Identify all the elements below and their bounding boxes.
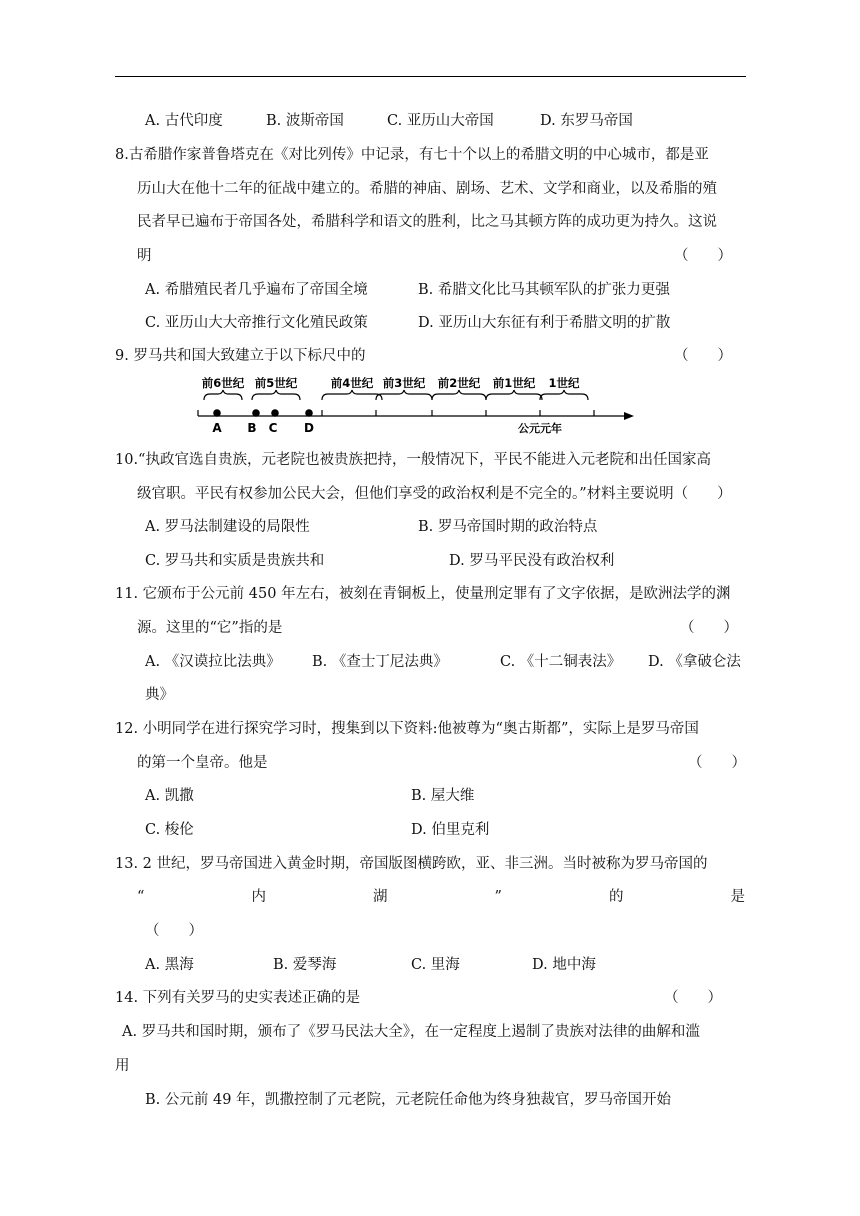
q14-option-b[interactable]: B. 公元前 49 年，凯撒控制了元老院，元老院任命他为终身独裁官，罗马帝国开始: [145, 1092, 672, 1108]
q13-stem-line-1: 13. 2 世纪，罗马帝国进入黄金时期，帝国版图横跨欧，亚、非三洲。当时被称为罗马帝国的: [115, 856, 708, 872]
century-label: 前4世纪: [330, 376, 374, 390]
q8-stem-line-2: 历山大在他十二年的征战中建立的。希腊的神庙、剧场、艺术、文学和商业，以及希脂的殖: [137, 181, 717, 197]
q13-word: 湖: [372, 889, 388, 905]
timeline-point-c: [271, 409, 279, 417]
q7-option-b[interactable]: B. 波斯帝国: [266, 113, 344, 129]
header-rule: [115, 76, 746, 77]
q10-option-b[interactable]: B. 罗马帝国时期的政治特点: [418, 519, 598, 535]
q14-option-a-line-1[interactable]: A. 罗马共和国时期，颁布了《罗马民法大全》，在一定程度上遏制了贵族对法律的曲解和滥: [122, 1024, 700, 1040]
q9-stem: 9. 罗马共和国大致建立于以下标尺中的: [115, 348, 366, 364]
q11-stem-line-1: 11. 它颁布于公元前 450 年左右，被刻在青铜板上，使量刑定罪有了文字依据，是欧洲法学的渊: [115, 586, 731, 602]
q13-word: 是: [730, 889, 745, 905]
q11-option-d-wrap: 典》: [145, 687, 174, 703]
q11-option-b[interactable]: B. 《查士丁尼法典》: [312, 654, 448, 670]
timeline-point-d: [305, 409, 313, 417]
q8-option-d[interactable]: D. 亚历山大东征有利于希腊文明的扩散: [418, 315, 671, 331]
q10-stem-line-1: 10.“执政官选自贵族，元老院也被贵族把持，一般情况下，平民不能进入元老院和出任国家高: [115, 452, 711, 468]
arrow-icon: [624, 412, 634, 420]
q12-option-b[interactable]: B. 屋大维: [411, 788, 475, 804]
century-label: 前5世纪: [254, 376, 298, 390]
q7-option-d[interactable]: D. 东罗马帝国: [540, 113, 633, 129]
timeline-point-a: [213, 409, 221, 417]
q13-option-a[interactable]: A. 黑海: [145, 957, 194, 973]
century-braces: [204, 390, 588, 400]
q9-answer-blank: （ ）: [674, 348, 732, 364]
timeline-point-b: [252, 409, 260, 417]
q11-option-a[interactable]: A. 《汉谟拉比法典》: [145, 654, 281, 670]
q13-option-d[interactable]: D. 地中海: [532, 957, 596, 973]
timeline-figure: [190, 370, 640, 436]
century-label: 1世纪: [548, 376, 580, 390]
q13-word: ”: [494, 889, 502, 905]
q12-answer-blank: （ ）: [688, 755, 746, 771]
q11-option-d[interactable]: D. 《拿破仑法: [648, 654, 741, 670]
q14-option-a-line-2[interactable]: 用: [115, 1058, 130, 1074]
q8-stem-line-4: 明: [137, 248, 152, 264]
q13-word: 的: [608, 889, 624, 905]
q8-option-b[interactable]: B. 希腊文化比马其顿军队的扩张力更强: [418, 282, 670, 298]
q7-option-c[interactable]: C. 亚历山大帝国: [387, 113, 494, 129]
q12-option-a[interactable]: A. 凯撒: [145, 788, 194, 804]
q8-stem-line-3: 民者早已遍布于帝国各处，希腊科学和语文的胜利，比之马其顿方阵的成功更为持久。这说: [137, 214, 717, 230]
point-label: A: [212, 421, 222, 435]
q10-option-d[interactable]: D. 罗马平民没有政治权利: [449, 553, 615, 569]
point-label: C: [268, 421, 278, 435]
century-label: 前6世纪: [201, 376, 245, 390]
q14-answer-blank: （ ）: [664, 990, 722, 1006]
q11-answer-blank: （ ）: [680, 620, 738, 636]
q11-option-c[interactable]: C. 《十二铜表法》: [500, 654, 622, 670]
point-label: B: [247, 421, 257, 435]
q13-stem-line-2: [137, 887, 745, 907]
q13-word: 内: [251, 889, 266, 905]
century-label: 前2世纪: [437, 376, 481, 390]
q8-option-a[interactable]: A. 希腊殖民者几乎遍布了帝国全境: [145, 282, 368, 298]
century-label: 前3世纪: [382, 376, 426, 390]
q10-stem-line-2: 级官职。平民有权参加公民大会，但他们享受的政治权利是不完全的。”材料主要说明（ ）: [137, 486, 732, 502]
q13-answer-blank: （ ）: [145, 923, 203, 939]
q8-stem-line-1: 8.古希腊作家普鲁塔克在《对比列传》中记录，有七十个以上的希腊文明的中心城市，都是亚: [115, 147, 709, 163]
q13-option-b[interactable]: B. 爱琴海: [273, 957, 337, 973]
q8-answer-blank: （ ）: [674, 248, 732, 264]
q12-option-c[interactable]: C. 梭伦: [145, 822, 194, 838]
q13-option-c[interactable]: C. 里海: [411, 957, 460, 973]
point-label: D: [304, 421, 314, 435]
q14-stem: 14. 下列有关罗马的史实表述正确的是: [115, 990, 361, 1006]
epoch-label: 公元元年: [518, 422, 562, 435]
q12-stem-line-1: 12. 小明同学在进行探究学习时，搜集到以下资料:他被尊为“奥古斯都”，实际上是罗马帝国: [115, 721, 699, 737]
q10-option-a[interactable]: A. 罗马法制建设的局限性: [145, 519, 310, 535]
q8-option-c[interactable]: C. 亚历山大大帝推行文化殖民政策: [145, 315, 368, 331]
q11-stem-line-2: 源。这里的“它”指的是: [137, 620, 283, 636]
q12-stem-line-2: 的第一个皇帝。他是: [137, 755, 268, 771]
q13-word: “: [137, 889, 145, 905]
q7-option-a[interactable]: A. 古代印度: [145, 113, 223, 129]
q10-option-c[interactable]: C. 罗马共和实质是贵族共和: [145, 553, 325, 569]
q12-option-d[interactable]: D. 伯里克利: [411, 822, 490, 838]
century-label: 前1世纪: [492, 376, 536, 390]
